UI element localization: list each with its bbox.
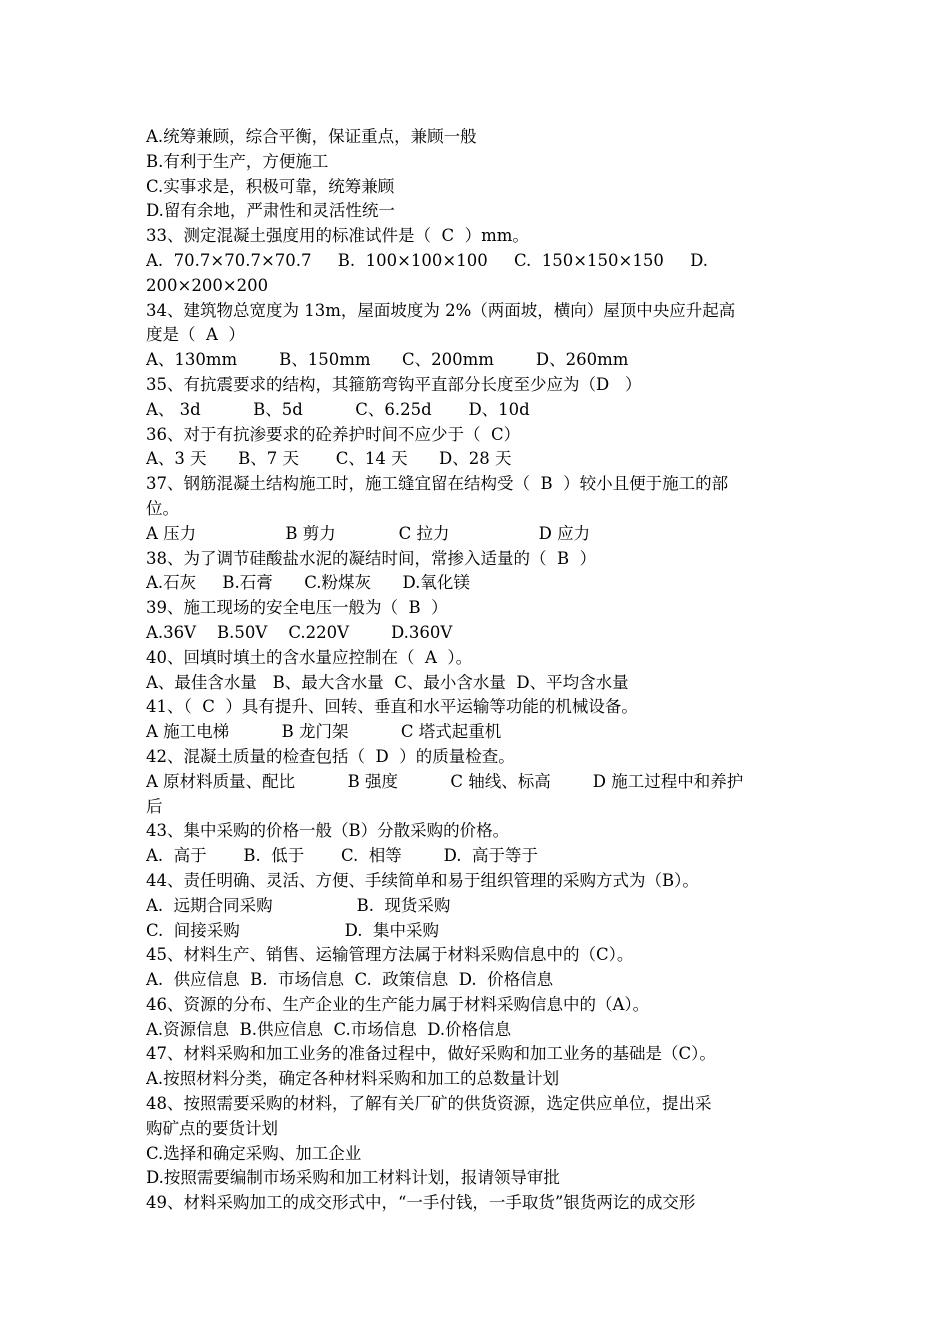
question-35-options: A、 3d B、5d C、6.25d D、10d <box>146 399 530 419</box>
question-text-block <box>146 125 810 1216</box>
question-48-cont: 购矿点的要货计划 <box>146 1118 278 1138</box>
question-39: 39、施工现场的安全电压一般为（ B ） <box>146 598 448 618</box>
question-43-options: A. 高于 B. 低于 C. 相等 D. 高于等于 <box>146 846 539 866</box>
question-33: 33、测定混凝土强度用的标准试件是（ C ）mm。 <box>146 226 529 246</box>
question-40-options: A、最佳含水量 B、最大含水量 C、最小含水量 D、平均含水量 <box>146 672 629 692</box>
question-36-options: A、3 天 B、7 天 C、14 天 D、28 天 <box>146 449 512 469</box>
question-49: 49、材料采购加工的成交形式中，“一手付钱，一手取货”银货两讫的成交形 <box>146 1193 696 1213</box>
option-line-c: C.实事求是，积极可靠，统筹兼顾 <box>146 176 395 196</box>
question-45: 45、材料生产、销售、运输管理方法属于材料采购信息中的（C）。 <box>146 945 634 965</box>
question-43: 43、集中采购的价格一般（B）分散采购的价格。 <box>146 821 510 841</box>
question-37-options: A 压力 B 剪力 C 拉力 D 应力 <box>146 523 591 543</box>
question-48-option-c: C.选择和确定采购、加工企业 <box>146 1143 362 1163</box>
question-45-options: A. 供应信息 B. 市场信息 C. 政策信息 D. 价格信息 <box>146 970 554 990</box>
question-40: 40、回填时填土的含水量应控制在（ A ）。 <box>146 647 473 667</box>
question-41: 41、（ C ）具有提升、回转、垂直和水平运输等功能的机械设备。 <box>146 697 638 717</box>
question-37: 37、钢筋混凝土结构施工时，施工缝宜留在结构受（ B ）较小且便于施工的部 <box>146 474 729 494</box>
question-47-option-a: A.按照材料分类，确定各种材料采购和加工的总数量计划 <box>146 1069 560 1089</box>
question-36: 36、对于有抗渗要求的砼养护时间不应少于（ C） <box>146 424 521 444</box>
question-48: 48、按照需要采购的材料，了解有关厂矿的供货资源，选定供应单位，提出采 <box>146 1094 712 1114</box>
question-39-options: A.36V B.50V C.220V D.360V <box>146 622 453 642</box>
question-38-options: A.石灰 B.石膏 C.粉煤灰 D.氧化镁 <box>146 573 470 593</box>
question-44-options-cd: C. 间接采购 D. 集中采购 <box>146 920 440 940</box>
question-33-options: A. 70.7×70.7×70.7 B. 100×100×100 C. 150×150×150 D. <box>146 250 708 270</box>
question-34-cont: 度是（ A ） <box>146 325 245 345</box>
question-42: 42、混凝土质量的检查包括（ D ）的质量检查。 <box>146 746 515 766</box>
question-42-options-cont: 后 <box>146 796 163 816</box>
option-line-b: B.有利于生产，方便施工 <box>146 151 329 171</box>
question-35: 35、有抗震要求的结构，其箍筋弯钩平直部分长度至少应为（D ） <box>146 374 642 394</box>
question-41-options: A 施工电梯 B 龙门架 C 塔式起重机 <box>146 722 502 742</box>
question-48-option-d: D.按照需要编制市场采购和加工材料计划，报请领导审批 <box>146 1168 560 1188</box>
question-38: 38、为了调节硅酸盐水泥的凝结时间，常掺入适量的（ B ） <box>146 548 597 568</box>
question-34: 34、建筑物总宽度为 13m，屋面坡度为 2%（两面坡，横向）屋顶中央应升起高 <box>146 300 736 320</box>
question-46: 46、资源的分布、生产企业的生产能力属于材料采购信息中的（A）。 <box>146 994 650 1014</box>
question-44: 44、责任明确、灵活、方便、手续简单和易于组织管理的采购方式为（B）。 <box>146 870 699 890</box>
question-44-options-ab: A. 远期合同采购 B. 现货采购 <box>146 895 451 915</box>
option-line-a: A.统筹兼顾，综合平衡，保证重点，兼顾一般 <box>146 127 477 146</box>
question-46-options: A.资源信息 B.供应信息 C.市场信息 D.价格信息 <box>146 1019 512 1039</box>
question-34-options: A、130mm B、150mm C、200mm D、260mm <box>146 350 629 370</box>
question-42-options: A 原材料质量、配比 B 强度 C 轴线、标高 D 施工过程中和养护 <box>146 771 744 791</box>
question-33-options-cont: 200×200×200 <box>146 275 269 295</box>
question-37-cont: 位。 <box>146 498 179 518</box>
option-line-d: D.留有余地，严肃性和灵活性统一 <box>146 201 395 221</box>
question-47: 47、材料采购和加工业务的准备过程中，做好采购和加工业务的基础是（C）。 <box>146 1044 716 1064</box>
